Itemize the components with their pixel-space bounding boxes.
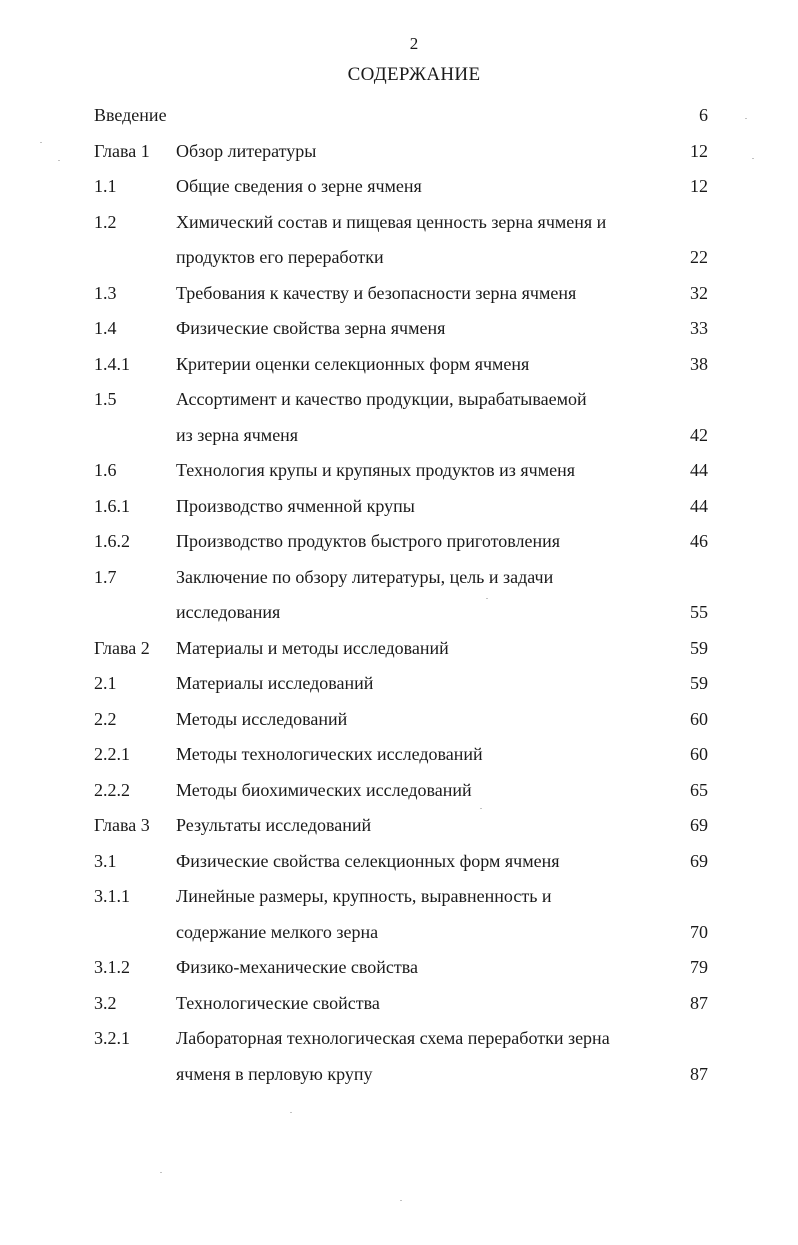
scan-speck <box>160 1172 162 1173</box>
toc-section-number: 2.1 <box>94 673 117 693</box>
toc-section-title: Физико-механические свойства <box>176 957 419 977</box>
toc-page-number: 44 <box>690 495 708 516</box>
toc-row <box>0 951 798 987</box>
scan-speck <box>745 118 747 119</box>
toc-section-number: 1.6 <box>94 460 117 480</box>
toc-section-number: 1.5 <box>94 389 117 409</box>
toc-row <box>0 774 798 810</box>
page-title: СОДЕРЖАНИЕ <box>347 64 481 85</box>
toc-section-title: Химический состав и пищевая ценность зерна ячменя и <box>176 211 607 232</box>
toc-row <box>0 312 798 348</box>
toc-section-title: Производство продуктов быстрого приготовления <box>176 531 561 551</box>
toc-section-title: Материалы и методы исследований <box>176 637 449 658</box>
scan-speck <box>40 142 42 143</box>
toc-row <box>0 880 798 916</box>
toc-section-title: Методы биохимических исследований <box>176 779 472 800</box>
toc-row <box>0 99 798 135</box>
toc-row <box>0 241 798 277</box>
toc-section-title: Физические свойства селекционных форм ячменя <box>176 850 560 871</box>
toc-section-title: ячменя в перловую крупу <box>176 1063 373 1084</box>
toc-section-title: Методы технологических исследований <box>176 744 483 764</box>
toc-row <box>0 170 798 206</box>
toc-section-number: Глава 2 <box>94 637 150 658</box>
toc-row <box>0 490 798 526</box>
toc-row <box>0 206 798 242</box>
toc-row <box>0 277 798 313</box>
toc-row <box>0 703 798 739</box>
toc-section-number: Введение <box>94 105 167 125</box>
toc-row <box>0 632 798 668</box>
toc-section-number: 3.1 <box>94 850 117 871</box>
toc-section-number: 3.1.1 <box>94 886 130 906</box>
toc-section-number: 1.2 <box>94 211 117 232</box>
toc-section-number: Глава 3 <box>94 815 150 835</box>
toc-section-title: Заключение по обзору литературы, цель и задачи <box>176 566 554 587</box>
toc-section-number: 1.4.1 <box>94 353 130 374</box>
toc-row <box>0 916 798 952</box>
toc-section-title: Ассортимент и качество продукции, вырабатываемой <box>176 389 587 409</box>
toc-page-number: 22 <box>690 247 708 267</box>
toc-page-number: 69 <box>690 850 708 871</box>
toc-row <box>0 738 798 774</box>
toc-page-number: 59 <box>690 673 708 693</box>
toc-row <box>0 561 798 597</box>
toc-section-number: 3.1.2 <box>94 957 130 977</box>
toc-section-title: Критерии оценки селекционных форм ячменя <box>176 353 530 374</box>
toc-row <box>0 135 798 171</box>
toc-section-title: Технология крупы и крупяных продуктов из ячменя <box>176 460 576 480</box>
toc-section-number: Глава 1 <box>94 140 150 161</box>
toc-page-number: 6 <box>699 105 708 125</box>
toc-row <box>0 348 798 384</box>
toc-section-title: Результаты исследований <box>176 815 372 835</box>
toc-row <box>0 1022 798 1058</box>
toc-section-number: 2.2 <box>94 708 117 729</box>
toc-page-number: 38 <box>690 353 708 374</box>
toc-row <box>0 809 798 845</box>
toc-section-title: Линейные размеры, крупность, выравненность и <box>176 886 552 906</box>
table-of-contents <box>0 99 798 1093</box>
toc-section-number: 1.4 <box>94 318 117 338</box>
toc-section-number: 1.1 <box>94 176 117 196</box>
toc-page-number: 12 <box>690 140 708 161</box>
toc-page-number: 33 <box>690 318 708 338</box>
toc-page-number: 87 <box>690 992 708 1013</box>
toc-row <box>0 383 798 419</box>
toc-page-number: 44 <box>690 460 708 480</box>
scan-speck <box>58 160 60 161</box>
toc-section-title: Производство ячменной крупы <box>176 495 415 516</box>
toc-page-number: 79 <box>690 957 708 977</box>
toc-section-title: Физические свойства зерна ячменя <box>176 318 446 338</box>
toc-page-number: 59 <box>690 637 708 658</box>
toc-section-title: продуктов его переработки <box>176 247 384 267</box>
toc-section-title: Требования к качеству и безопасности зерна ячменя <box>176 282 577 303</box>
toc-section-title: Методы исследований <box>176 708 348 729</box>
toc-page-number: 60 <box>690 708 708 729</box>
scan-speck <box>752 158 754 159</box>
toc-page-number: 42 <box>690 424 708 445</box>
toc-section-title: исследования <box>176 602 281 622</box>
toc-section-number: 2.2.1 <box>94 744 130 764</box>
toc-section-number: 3.2.1 <box>94 1028 130 1048</box>
scan-speck <box>486 598 488 599</box>
toc-section-title: Материалы исследований <box>176 673 374 693</box>
toc-row <box>0 525 798 561</box>
toc-page-number: 46 <box>690 531 708 551</box>
toc-section-title: из зерна ячменя <box>176 424 299 445</box>
toc-section-title: Лабораторная технологическая схема переработки зерна <box>176 1028 610 1048</box>
toc-section-title: Общие сведения о зерне ячменя <box>176 176 422 196</box>
toc-section-number: 1.6.2 <box>94 531 130 551</box>
toc-row <box>0 667 798 703</box>
toc-page-number: 32 <box>690 282 708 303</box>
toc-section-number: 1.7 <box>94 566 117 587</box>
toc-page-number: 87 <box>690 1063 708 1084</box>
toc-row <box>0 454 798 490</box>
scan-speck <box>480 808 482 809</box>
scan-speck <box>290 1112 292 1113</box>
toc-page-number: 65 <box>690 779 708 800</box>
toc-row <box>0 419 798 455</box>
toc-row <box>0 987 798 1023</box>
toc-row <box>0 1058 798 1094</box>
toc-row <box>0 845 798 881</box>
page-number: 2 <box>409 34 419 53</box>
toc-page-number: 69 <box>690 815 708 835</box>
toc-section-title: Технологические свойства <box>176 992 380 1013</box>
toc-section-number: 3.2 <box>94 992 117 1013</box>
toc-section-number: 2.2.2 <box>94 779 130 800</box>
toc-page-number: 12 <box>690 176 708 196</box>
toc-page-number: 55 <box>690 602 708 622</box>
toc-section-title: содержание мелкого зерна <box>176 921 379 942</box>
toc-page-number: 70 <box>690 921 708 942</box>
scan-speck <box>400 1200 402 1201</box>
toc-section-number: 1.3 <box>94 282 117 303</box>
toc-row <box>0 596 798 632</box>
toc-section-title: Обзор литературы <box>176 140 317 161</box>
toc-page-number: 60 <box>690 744 708 764</box>
toc-section-number: 1.6.1 <box>94 495 130 516</box>
